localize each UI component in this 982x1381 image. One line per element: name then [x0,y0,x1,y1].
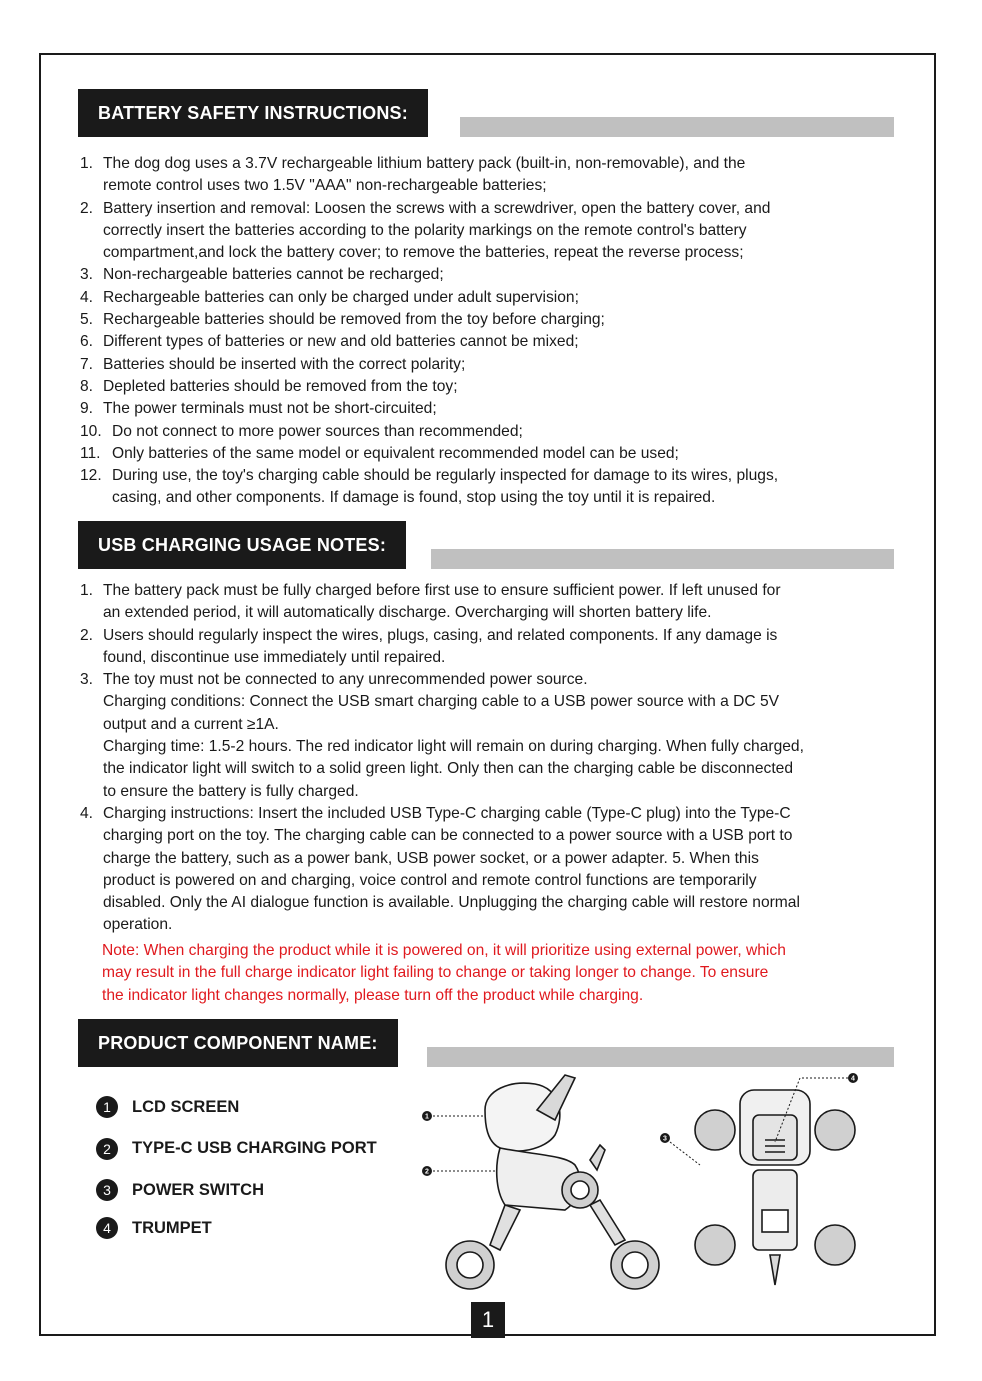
list-item: 4. Charging instructions: Insert the included USB Type-C charging cable (Type-C plug) into the Type-C charging port on the toy. The charging cable can be connected to a power source with a USB port to charge the battery, such as a power bank, USB power socket, or a power adapter. 5. When this product is powered on and charging, voice control and remote control functions are temporarily disabled. Only the AI dialogue function is available. Unplugging the charging cable will restore normal operation. [80,804,800,934]
number-badge: 3 [96,1179,118,1201]
list-item: 6. Different types of batteries or new and old batteries cannot be mixed; [80,333,579,351]
list-item: 1. The battery pack must be fully charged before first use to ensure sufficient power. If left unused for an extended period, it will automatically discharge. Overcharging will shorten battery life. [80,582,781,622]
callout-label: 2 [425,1168,429,1176]
list-item: 11. Only batteries of the same model or equivalent recommended model can be used; [80,444,679,462]
callout-label: 3 [663,1135,667,1143]
list-item: 7. Batteries should be inserted with the correct polarity; [80,355,466,373]
usb-notes-list [80,580,910,937]
list-item: 1. The dog dog uses a 3.7V rechargeable lithium battery pack (built-in, non-removable), and the remote control uses two 1.5V "AAA" non-rechargeable batteries; [80,155,746,195]
charging-note: Note: When charging the product while it is powered on, it will prioritize using external power, which may result in the full charge indicator light failing to change or taking longer to change. To ensure the indicator light changes normally, please turn off the product while charging. [102,942,786,1004]
battery-section-title: BATTERY SAFETY INSTRUCTIONS: [78,89,428,137]
robot-dog-illustration [415,1070,875,1295]
components-section-title: PRODUCT COMPONENT NAME: [78,1019,398,1067]
list-item: 2. Users should regularly inspect the wires, plugs, casing, and related components. If any damage is found, discontinue use immediately until repaired. [80,626,778,666]
list-item: 4. Rechargeable batteries can only be charged under adult supervision; [80,288,579,306]
component-item: 4 TRUMPET [96,1217,377,1239]
list-item: 3. Non-rechargeable batteries cannot be recharged; [80,266,444,284]
header-bar [431,549,894,569]
callout-label: 1 [425,1113,429,1121]
list-item: 5. Rechargeable batteries should be removed from the toy before charging; [80,311,605,329]
list-item: 9. The power terminals must not be short-circuited; [80,400,437,418]
component-item: 2 TYPE-C USB CHARGING PORT [96,1138,377,1160]
component-item: 3 POWER SWITCH [96,1179,377,1201]
header-bar [460,117,894,137]
number-badge: 4 [96,1217,118,1239]
list-item: 2. Battery insertion and removal: Loosen the screws with a screwdriver, open the battery cover, and correctly insert the batteries according to the polarity markings on the remote control's battery compartment,and lock the battery cover; to remove the batteries, repeat the reverse process; [80,199,771,262]
list-item: 8. Depleted batteries should be removed from the toy; [80,377,458,395]
page-number: 1 [471,1302,505,1338]
component-item: 1 LCD SCREEN [96,1096,377,1118]
number-badge: 1 [96,1096,118,1118]
list-item: 3. The toy must not be connected to any unrecommended power source. Charging conditions: Connect the USB smart charging cable to a USB power source with a DC 5V output and a current ≥1A. Charging time: 1.5-2 hours. The red indicator light will remain on during charging. When fully charged, the indicator light will switch to a solid green light. Only then can the charging cable be disconnected to ensure the battery is fully charged. [80,671,804,800]
list-item: 12. During use, the toy's charging cable should be regularly inspected for damage to its wires, plugs, casing, and other components. If damage is found, stop using the toy until it is repaired. [80,467,779,507]
callout-label: 4 [851,1075,855,1083]
number-badge: 2 [96,1138,118,1160]
list-item: 10. Do not connect to more power sources than recommended; [80,422,523,440]
battery-instructions-list [80,153,910,510]
component-list [96,1096,377,1259]
usb-section-title: USB CHARGING USAGE NOTES: [78,521,406,569]
header-bar [427,1047,894,1067]
